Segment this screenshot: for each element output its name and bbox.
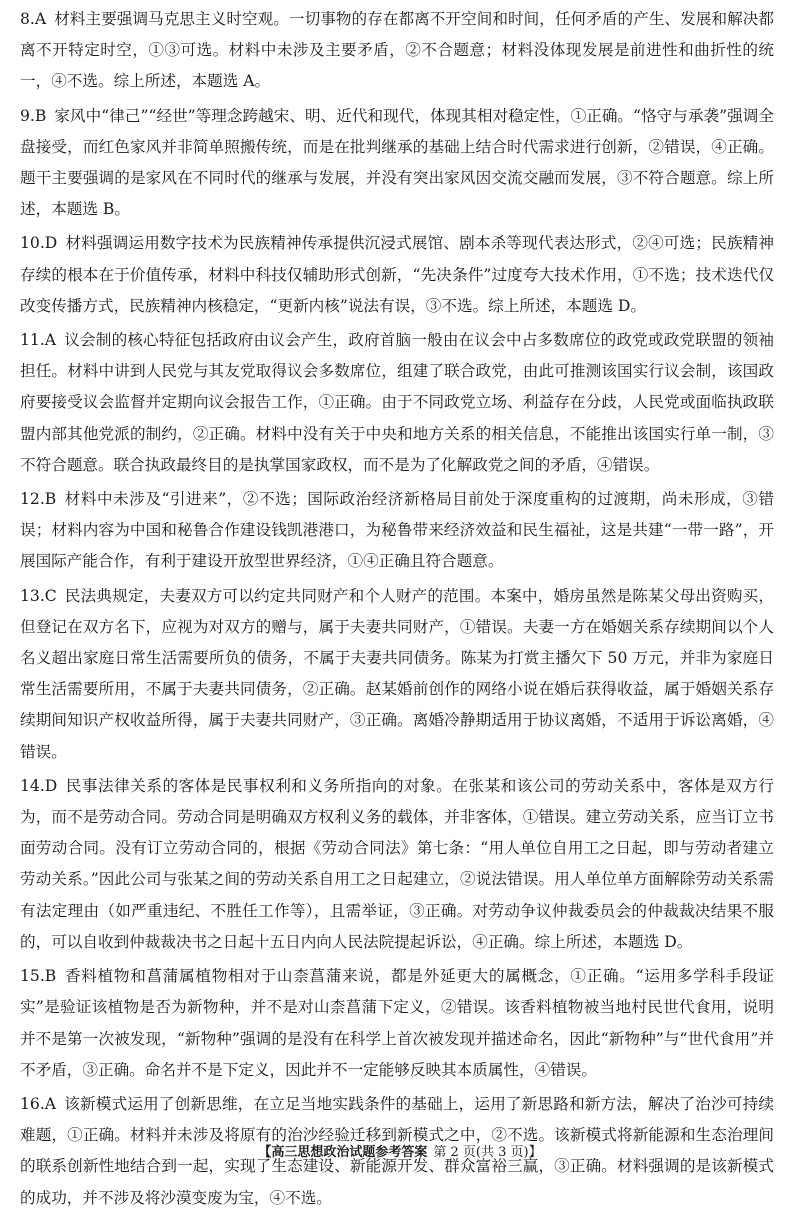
answer-label: 14.D: [20, 776, 58, 795]
answer-list: [20, 4, 774, 1214]
answer-item: [20, 771, 774, 958]
answer-item: [20, 581, 774, 768]
answer-item: [20, 961, 774, 1086]
answer-label: 16.A: [20, 1094, 57, 1113]
answer-label: 9.B: [20, 106, 47, 125]
page-footer: [0, 1143, 800, 1163]
answer-label: 10.D: [20, 234, 58, 253]
answer-text: 材料中未涉及“引进来”，②不选；国际政治经济新格局目前处于深度重构的过渡期，尚未形成，③错误；材料内容为中国和秘鲁合作建设钱凯港港口，为秘鲁带来经济效益和民生福祉，这是共建“一带一路”，开展国际产能合作，有利于建设开放型世界经济，①④正确且符合题意。: [20, 490, 774, 571]
answer-label: 13.C: [20, 586, 57, 605]
answer-label: 11.A: [20, 331, 57, 350]
answer-label: 12.B: [20, 490, 57, 509]
answer-label: 8.A: [20, 10, 47, 28]
answer-item: [20, 325, 774, 481]
answer-text: 材料强调运用数字技术为民族精神传承提供沉浸式展馆、剧本杀等现代表达形式，②④可选；民族精神存续的根本在于价值传承，材料中科技仅辅助形式创新，“先决条件”过度夸大技术作用，①不选；技术迭代仅改变传播方式，民族精神内核稳定，“更新内核”说法有误，③不选。综上所述，本题选 D。: [20, 234, 774, 315]
answer-text: 民法典规定，夫妻双方可以约定共同财产和个人财产的范围。本案中，婚房虽然是陈某父母出资购买，但登记在双方名下，应视为对双方的赠与，属于夫妻共同财产，①错误。夫妻一方在婚姻关系存续期间以个人名义超出家庭日常生活需要所负的债务，不属于夫妻共同债务。陈某为打赏主播欠下 50 万元，并非为家庭日常生活需要所用，不属于夫妻共同债务，②正确。赵某婚前创作的网络小说在婚后获得收益，属于婚姻关系存续期间知识产权收益所得，属于夫妻共同财产，③正确。离婚冷静期适用于协议离婚，不适用于诉讼离婚，④错误。: [20, 586, 774, 761]
answer-text: 香料植物和菖蒲属植物相对于山柰菖蒲来说，都是外延更大的属概念，①正确。“运用多学科手段证实”是验证该植物是否为新物种，并不是对山柰菖蒲下定义，②错误。该香料植物被当地村民世代食用，说明并不是第一次被发现，“新物种”强调的是没有在科学上首次被发现并描述命名，因此“新物种”与“世代食用”并不矛盾，③正确。命名并不是下定义，因此并不一定能够反映其本质属性，④错误。: [20, 967, 774, 1079]
answer-item: [20, 228, 774, 322]
answer-text: 民事法律关系的客体是民事权利和义务所指向的对象。在张某和该公司的劳动关系中，客体是双方行为，而不是劳动合同。劳动合同是明确双方权利义务的载体，并非客体，①错误。建立劳动关系，应当订立书面劳动合同。没有订立劳动合同的，根据《劳动合同法》第七条：“用人单位自用工之日起，即与劳动者建立劳动关系。”因此公司与张某之间的劳动关系自用工之日起建立，②说法错误。用人单位单方面解除劳动关系需有法定理由（如严重违纪、不胜任工作等），且需举证，③正确。对劳动争议仲裁委员会的仲裁裁决结果不服的，可以自收到仲裁裁决书之日起十五日内向人民法院提起诉讼，④正确。综上所述，本题选 D。: [20, 776, 774, 951]
answer-label: 15.B: [20, 967, 57, 986]
answer-text: 议会制的核心特征包括政府由议会产生，政府首脑一般由在议会中占多数席位的政党或政党联盟的领袖担任。材料中讲到人民党与其友党取得议会多数席位，组建了联合政党，由此可推测该国实行议会制，该国政府要接受议会监督并定期向议会报告工作，①正确。由于不同政党立场、利益存在分歧，人民党或面临执政联盟内部其他党派的制约，②正确。材料中没有关于中央和地方关系的相关信息，不能推出该国实行单一制，③不符合题意。联合执政最终目的是执掌国家政权，而不是为了化解政党之间的矛盾，④错误。: [20, 331, 774, 474]
answer-item: [20, 484, 774, 578]
footer-page-number: 第 2 页(共 3 页)】: [433, 1145, 542, 1160]
answer-text: 家风中“律己”“经世”等理念跨越宋、明、近代和现代，体现其相对稳定性，①正确。“恪守与承袭”强调全盘接受，而红色家风并非简单照搬传统，而是在批判继承的基础上结合时代需求进行创新，②错误，④正确。题干主要强调的是家风在不同时代的继承与发展，并没有突出家风因交流交融而发展，③不符合题意。综上所述，本题选 B。: [20, 106, 774, 219]
answer-item: [20, 101, 774, 226]
answer-text: 该新模式运用了创新思维，在立足当地实践条件的基础上，运用了新思路和新方法，解决了治沙可持续难题，①正确。材料并未涉及将原有的治沙经验迁移到新模式之中，②不选。该新模式将新能源和生态治理间的联系创新性地结合到一起，实现了生态建设、新能源开发、群众富裕三赢，③正确。材料强调的是该新模式的成功，并不涉及将沙漠变废为宝，④不选。: [20, 1094, 774, 1207]
footer-title: 【高三思想政治试题参考答案: [258, 1145, 428, 1160]
answer-item: [20, 4, 774, 98]
answer-text: 材料主要强调马克思主义时空观。一切事物的存在都离不开空间和时间，任何矛盾的产生、发展和解决都离不开特定时空，①③可选。材料中未涉及主要矛盾，②不合题意；材料没体现发展是前进性和曲折性的统一，④不选。综上所述，本题选 A。: [20, 10, 774, 91]
